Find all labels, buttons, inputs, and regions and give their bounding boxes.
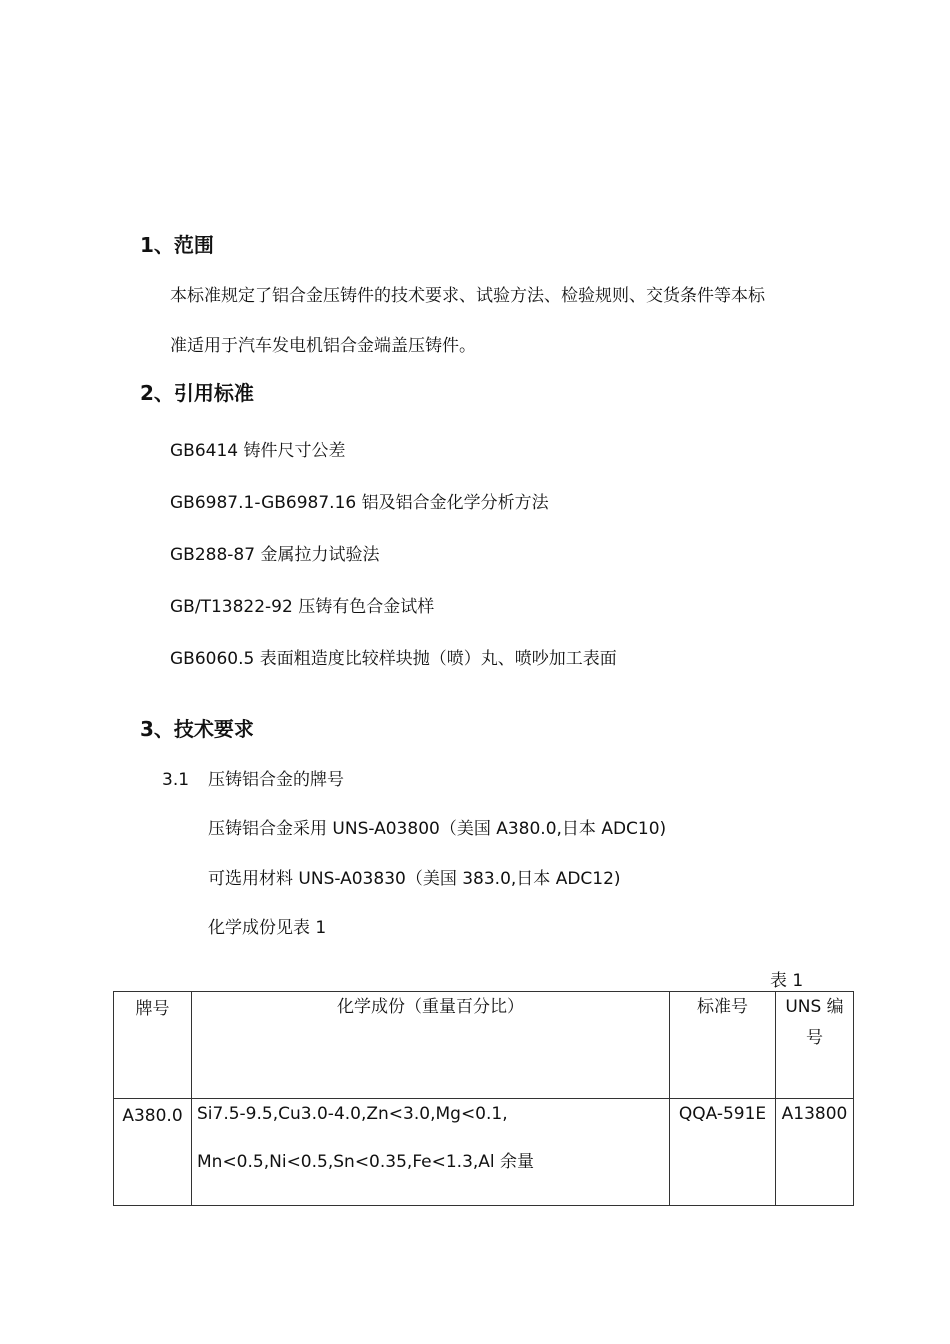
scope-paragraph-line-2: 准适用于汽车发电机铝合金端盖压铸件。 [170,336,476,356]
alloy-spec-line: 压铸铝合金采用 UNS-A03800（美国 A380.0,日本 ADC10) [208,819,667,839]
header-grade: 牌号 [114,992,192,1099]
reference-item: GB6060.5 表面粗造度比较样块抛（喷）丸、喷吵加工表面 [170,649,617,669]
cell-standard: QQA-591E [670,1099,776,1206]
table-row [114,1099,854,1206]
cell-grade: A380.0 [114,1099,192,1206]
section-heading-technical-requirements: 3、技术要求 [140,717,254,741]
composition-table [113,991,854,1206]
reference-item: GB6987.1-GB6987.16 铝及铝合金化学分析方法 [170,493,549,513]
alloy-spec-line: 可选用材料 UNS-A03830（美国 383.0,日本 ADC12) [208,869,621,889]
scope-paragraph-line-1: 本标准规定了铝合金压铸件的技术要求、试验方法、检验规则、交货条件等本标 [170,286,765,306]
subsection-heading [162,769,344,791]
cell-composition: Si7.5-9.5,Cu3.0-4.0,Zn<3.0,Mg<0.1, Mn<0.5,Ni<0.5,Sn<0.35,Fe<1.3,Al 余量 [192,1099,670,1206]
reference-item: GB288-87 金属拉力试验法 [170,545,380,565]
alloy-spec-line: 化学成份见表 1 [208,918,327,938]
table-caption: 表 1 [770,971,804,991]
header-composition: 化学成份（重量百分比） [192,992,670,1099]
header-uns: UNS 编 号 [776,992,854,1099]
section-heading-scope: 1、范围 [140,233,214,257]
reference-item: GB/T13822-92 压铸有色合金试样 [170,597,435,617]
subsection-title: 压铸铝合金的牌号 [208,770,344,790]
reference-item: GB6414 铸件尺寸公差 [170,441,346,461]
header-standard: 标准号 [670,992,776,1099]
section-heading-references: 2、引用标准 [140,381,254,405]
table-header-row [114,992,854,1099]
subsection-number: 3.1 [162,770,190,790]
cell-uns: A13800 [776,1099,854,1206]
